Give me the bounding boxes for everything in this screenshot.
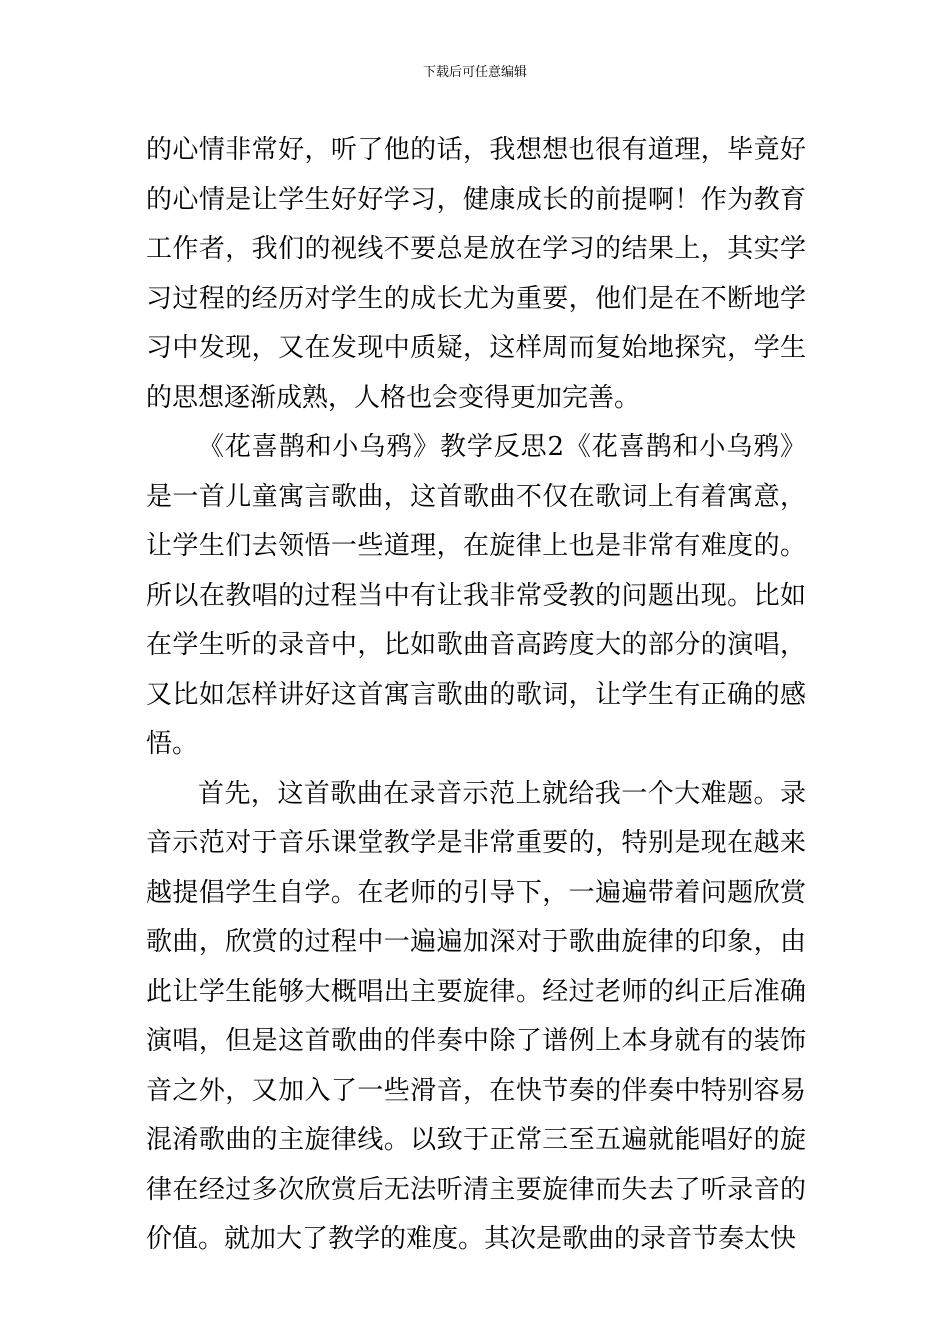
document-body [146, 126, 806, 1265]
paragraph-continuation: 的心情非常好，听了他的话，我想想也很有道理，毕竟好的心情是让学生好好学习，健康成长的前提啊！作为教育工作者，我们的视线不要总是放在学习的结果上，其实学习过程的经历对学生的成长尤为重要，他们是在不断地学习中发现，又在发现中质疑，这样周而复始地探究，学生的思想逐渐成熟，人格也会变得更加完善。 [146, 135, 806, 413]
page-header: 下载后可任意编辑 [422, 65, 527, 80]
paragraph-reflection-intro: 《花喜鹊和小乌鸦》教学反思2《花喜鹊和小乌鸦》是一首儿童寓言歌曲，这首歌曲不仅在歌词上有着寓意，让学生们去领悟一些道理，在旋律上也是非常有难度的。所以在教唱的过程当中有让我非常受教的问题出现。比如在学生听的录音中，比如歌曲音高跨度大的部分的演唱，又比如怎样讲好这首寓言歌曲的歌词，让学生有正确的感悟。 [146, 432, 806, 759]
paragraph-recording-demo: 首先，这首歌曲在录音示范上就给我一个大难题。录音示范对于音乐课堂教学是非常重要的，特别是现在越来越提倡学生自学。在老师的引导下，一遍遍带着问题欣赏歌曲，欣赏的过程中一遍遍加深对于歌曲旋律的印象，由此让学生能够大概唱出主要旋律。经过老师的纠正后准确演唱，但是这首歌曲的伴奏中除了谱例上本身就有的装饰音之外，又加入了一些滑音，在快节奏的伴奏中特别容易混淆歌曲的主旋律线。以致于正常三至五遍就能唱好的旋律在经过多次欣赏后无法听清主要旋律而失去了听录音的价值。就加大了教学的难度。其次是歌曲的录音节奏太快 [146, 778, 806, 1254]
